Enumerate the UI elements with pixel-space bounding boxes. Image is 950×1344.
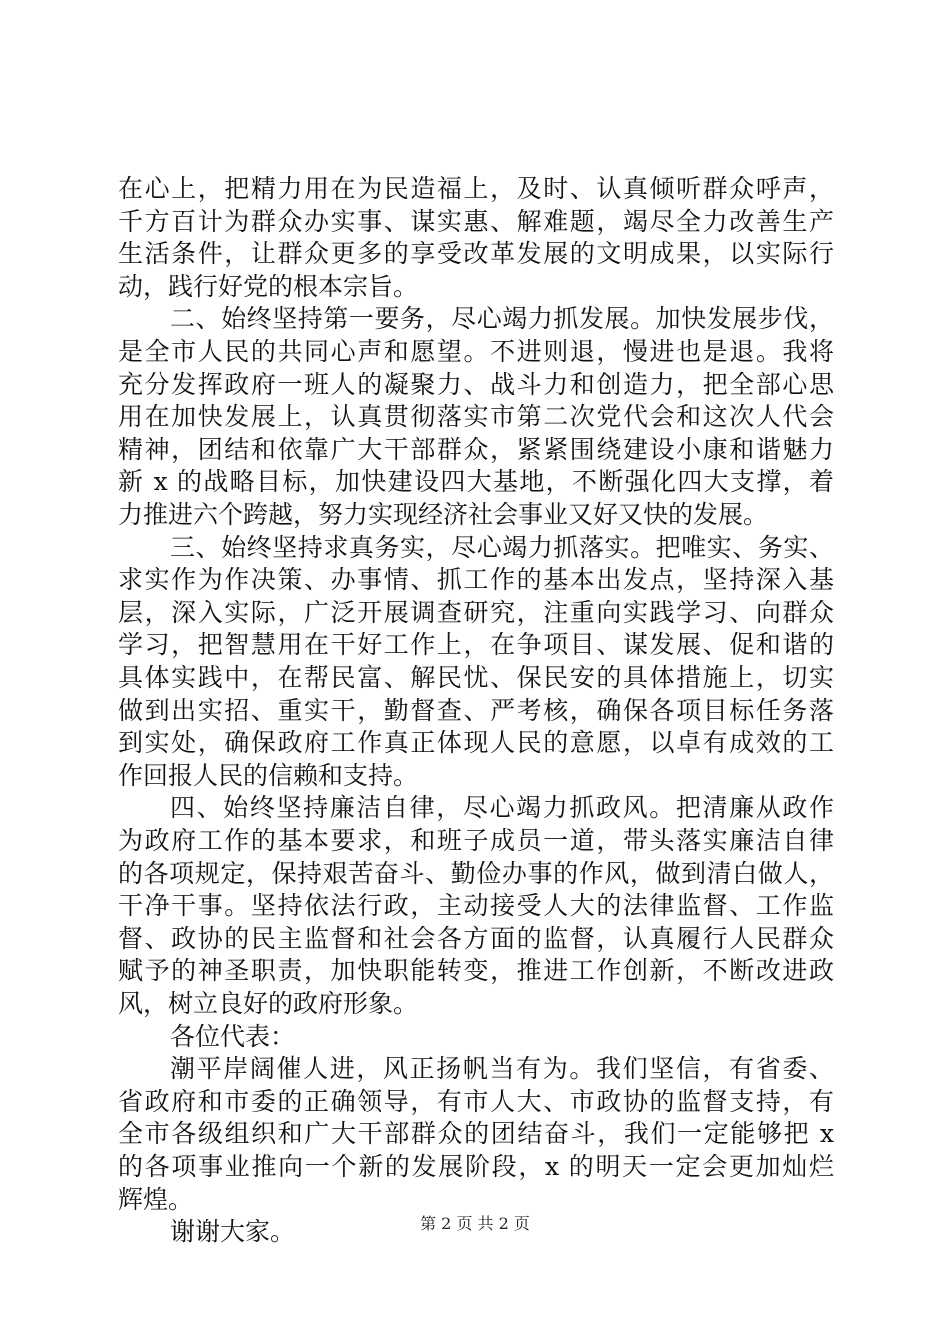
paragraph-line: 干净干事。坚持依法行政，主动接受人大的法律监督、工作监 xyxy=(118,891,834,921)
paragraph-line: 督、政协的民主监督和社会各方面的监督，认真履行人民群众 xyxy=(118,923,834,953)
paragraph-line: 各位代表： xyxy=(170,1021,296,1051)
paragraph-line: 风，树立良好的政府形象。 xyxy=(118,989,419,1018)
paragraph-line: 的各项规定，保持艰苦奋斗、勤俭办事的作风，做到清白做人， xyxy=(118,858,834,888)
paragraph-line: 生活条件，让群众更多的享受改革发展的文明成果，以实际行 xyxy=(118,239,834,269)
paragraph-line: 动，践行好党的根本宗旨。 xyxy=(118,271,419,301)
paragraph-line: 求实作为作决策、办事情、抓工作的基本出发点，坚持深入基 xyxy=(118,565,834,595)
paragraph-line: 充分发挥政府一班人的凝聚力、战斗力和创造力，把全部心思 xyxy=(118,369,834,399)
paragraph-line: 四、始终坚持廉洁自律，尽心竭力抓政风。把清廉从政作 xyxy=(170,793,834,823)
paragraph-line: 三、始终坚持求真务实，尽心竭力抓落实。把唯实、务实、 xyxy=(170,532,834,562)
paragraph-line: 到实处，确保政府工作真正体现人民的意愿，以卓有成效的工 xyxy=(118,728,834,758)
paragraph-line: 作回报人民的信赖和支持。 xyxy=(118,760,419,790)
paragraph-line: 省政府和市委的正确领导，有市人大、市政协的监督支持，有 xyxy=(118,1086,834,1116)
paragraph-line: 全市各级组织和广大干部群众的团结奋斗，我们一定能够把 x xyxy=(118,1119,834,1149)
paragraph-line: 层，深入实际，广泛开展调查研究，注重向实践学习、向群众 xyxy=(118,597,834,627)
paragraph-line: 具体实践中，在帮民富、解民忧、保民安的具体措施上，切实 xyxy=(118,663,834,692)
paragraph-line: 二、始终坚持第一要务，尽心竭力抓发展。加快发展步伐， xyxy=(170,304,834,334)
paragraph-line: 用在加快发展上，认真贯彻落实市第二次党代会和这次人代会 xyxy=(118,402,834,432)
paragraph-line: 做到出实招、重实干，勤督查、严考核，确保各项目标任务落 xyxy=(118,695,834,725)
paragraph-line: 千方百计为群众办实事、谋实惠、解难题，竭尽全力改善生产 xyxy=(118,206,834,236)
paragraph-line: 学习，把智慧用在干好工作上，在争项目、谋发展、促和谐的 xyxy=(118,630,834,660)
paragraph-line: 为政府工作的基本要求，和班子成员一道，带头落实廉洁自律 xyxy=(118,826,834,855)
paragraph-line: 是全市人民的共同心声和愿望。不进则退，慢进也是退。我将 xyxy=(118,337,834,366)
paragraph-line: 辉煌。 xyxy=(118,1184,194,1214)
page-footer: 第 2 页 共 2 页 xyxy=(420,1214,530,1233)
paragraph-line: 潮平岸阔催人进，风正扬帆当有为。我们坚信，有省委、 xyxy=(170,1054,834,1084)
paragraph-line: 新 x 的战略目标，加快建设四大基地，不断强化四大支撑，着 xyxy=(118,467,834,497)
paragraph-line: 的各项事业推向一个新的发展阶段，x 的明天一定会更加灿烂 xyxy=(118,1152,834,1181)
paragraph-line: 精神，团结和依靠广大干部群众，紧紧围绕建设小康和谐魅力 xyxy=(118,434,834,464)
paragraph-line: 赋予的神圣职责，加快职能转变，推进工作创新，不断改进政 xyxy=(118,956,834,986)
paragraph-line: 力推进六个跨越，努力实现经济社会事业又好又快的发展。 xyxy=(118,500,769,529)
paragraph-line: 谢谢大家。 xyxy=(170,1217,296,1247)
paragraph-line: 在心上，把精力用在为民造福上，及时、认真倾听群众呼声， xyxy=(118,174,834,203)
